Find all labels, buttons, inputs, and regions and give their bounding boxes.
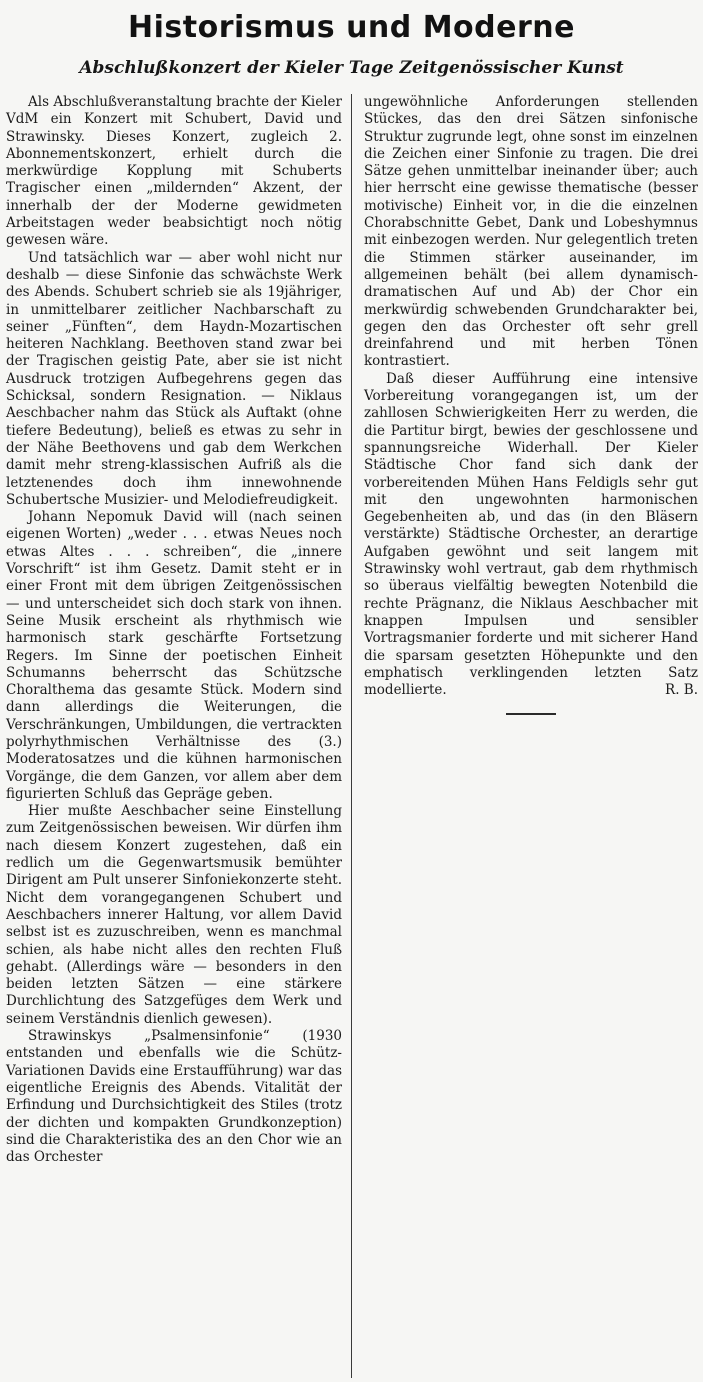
article-end-rule <box>506 713 556 715</box>
left-column <box>6 94 342 1166</box>
paragraph-strawinsky-continued: ungewöhnliche Anforderungen stellenden Stückes, das den drei Sätzen sinfonische Struktur zugrunde legt, ohne sonst im einzelnen die Zeichen einer Sinfonie zu tragen. Die drei Sätze gehen unmittelbar ineinander über; auch hier herrscht eine gewisse thematische (besser motivische) Einheit vor, in die die einzelnen Chorabschnitte Gebet, Dank und Lobeshymnus mit einbezogen werden. Nur gelegentlich treten die Stimmen stärker auseinander, im allgemeinen behält (bei allem dynamisch-dramatischen Auf und Ab) der Chor ein merkwürdig schwebenden Grundcharakter bei, gegen den das Orchester oft sehr grell dreinfahrend und mit herben Tönen kontrastiert. <box>364 94 698 370</box>
right-column <box>364 94 698 715</box>
paragraph-intro: Als Abschlußveranstaltung brachte der Kieler VdM ein Konzert mit Schubert, David und Strawinsky. Dieses Konzert, zugleich 2. Abonnementskonzert, erhielt durch die merkwürdige Kopplung mit Schuberts Tragischer einen „mildernden“ Akzent, der innerhalb der der Moderne gewidmeten Arbeitstagen weder beabsichtigt noch nötig gewesen wäre. <box>6 94 342 249</box>
column-divider <box>351 94 352 1378</box>
paragraph-david: Johann Nepomuk David will (nach seinen eigenen Worten) „weder . . . etwas Neues noch etwas Altes . . . schreiben“, die „innere Vorschrift“ ist ihm Gesetz. Damit steht er in einer Front mit dem übrigen Zeitgenössischen — und unterscheidet sich doch stark von ihnen. Seine Musik erscheint als rhythmisch wie harmonisch stark geschärfte Fortsetzung Regers. Im Sinne der poetischen Einheit Schumanns beherrscht das Schützsche Choralthema das gesamte Stück. Modern sind dann allerdings die Weiterungen, die Verschränkungen, Umbildungen, die vertrackten polyrhythmischen Verhältnisse des (3.) Moderatosatzes und die kühnen harmonischen Vorgänge, die dem Ganzen, vor allem aber dem figurierten Schluß das Gepräge geben. <box>6 509 342 802</box>
paragraph-aeschbacher: Hier mußte Aeschbacher seine Einstellung zum Zeitgenössischen beweisen. Wir dürfen ihm nach diesem Konzert zugestehen, daß ein redlich um die Gegenwartsmusik bemühter Dirigent am Pult unserer Sinfoniekonzerte steht. Nicht dem vorangegangenen Schubert und Aeschbachers innerer Haltung, vor allem David selbst ist es zuzuschreiben, wenn es manchmal schien, als habe nicht alles den rechten Fluß gehabt. (Allerdings wäre — besonders in den beiden letzten Sätzen — eine stärkere Durchlichtung des Satzgefüges dem Werk und seinem Verständnis dienlich gewesen). <box>6 803 342 1027</box>
article-headline: Historismus und Moderne <box>128 10 575 45</box>
paragraph-performance <box>364 371 698 700</box>
author-signature: R. B. <box>665 682 698 699</box>
paragraph-schubert: Und tatsächlich war — aber wohl nicht nur deshalb — diese Sinfonie das schwächste Werk des Abends. Schubert schrieb sie als 19jähriger, in unmittelbarer zeitlicher Nachbarschaft zu seiner „Fünften“, dem Haydn-Mozartischen heiteren Nachklang. Beethoven stand zwar bei der Tragischen geistig Pate, aber sie ist nicht Ausdruck trotzigen Aufbegehrens gegen das Schicksal, sondern Resignation. — Niklaus Aeschbacher nahm das Stück als Auftakt (ohne tiefere Bedeutung), beließ es etwas zu sehr in der Nähe Beethovens und gab dem Werkchen damit mehr streng-klassischen Aufriß als die letztenendes doch ihm innewohnende Schubertsche Musizier- und Melodiefreudigkeit. <box>6 249 342 508</box>
paragraph-performance-text: Daß dieser Aufführung eine intensive Vorbereitung vorangegangen ist, um der zahllosen Schwierigkeiten Herr zu werden, die die Partitur birgt, bewies der geschlossene und spannungsreiche Widerhall. Der Kieler Städtische Chor fand sich dank der vorbereitenden Mühen Hans Feldigls sehr gut mit den ungewohnten harmonischen Gegebenheiten ab, und das (in den Bläsern verstärkte) Städtische Orchester, an derartige Aufgaben gewöhnt und seit langem mit Strawinsky wohl vertraut, gab dem rhythmisch so überaus vielfältig bewegten Notenbild die rechte Prägnanz, die Niklaus Aeschbacher mit knappen Impulsen und sensibler Vortragsmanier forderte und mit sicherer Hand die sparsam gesetzten Höhepunkte und den emphatisch verklingenden letzten Satz modellierte. <box>364 370 698 699</box>
paragraph-strawinsky: Strawinskys „Psalmensinfonie“ (1930 entstanden und ebenfalls wie die Schütz-Variationen Davids eine Erstaufführung) war das eigentliche Ereignis des Abends. Vitalität der Erfindung und Durchsichtigkeit des Stiles (trotz der dichten und kompakten Grundkonzeption) sind die Charakteristika des an den Chor wie an das Orchester <box>6 1028 342 1166</box>
article-subheadline: Abschlußkonzert der Kieler Tage Zeitgenössischer Kunst <box>79 58 624 78</box>
